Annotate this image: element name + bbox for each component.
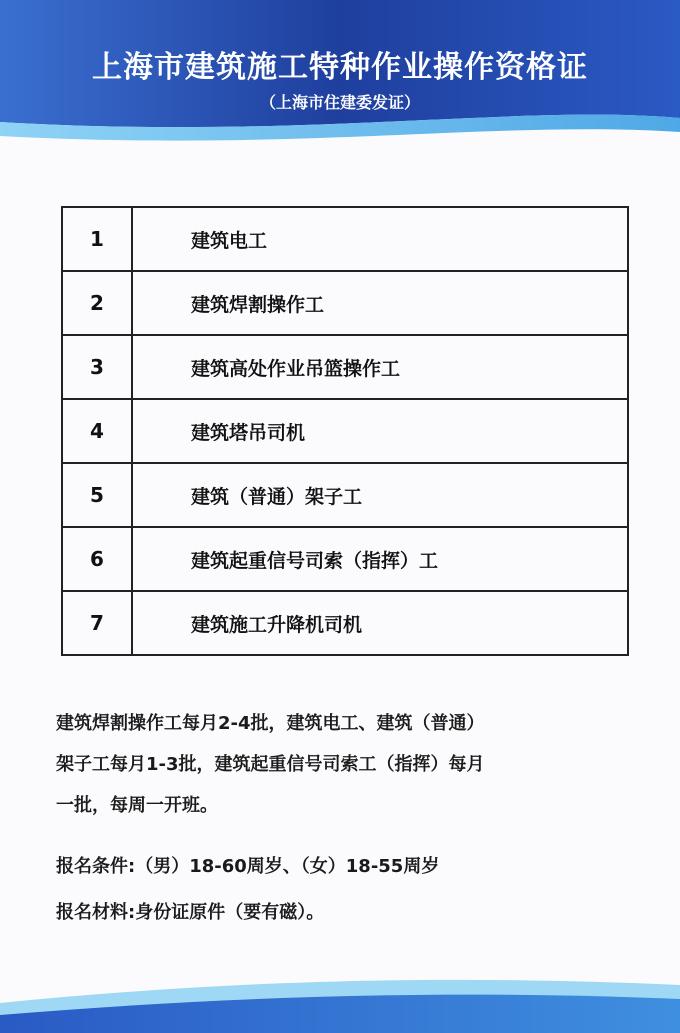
schedule-line: 架子工每月1-3批，建筑起重信号司索工（指挥）每月 [56,754,485,775]
table-row [63,592,627,654]
row-name: 建筑（普通）架子工 [191,485,363,508]
header-banner [0,0,680,150]
footer-wave [0,963,680,1033]
row-number: 1 [63,208,133,270]
job-type-table [61,206,629,656]
page-subtitle: （上海市住建委发证） [259,93,420,112]
row-name: 建筑高处作业吊篮操作工 [191,357,401,380]
table-row [63,272,627,336]
table-row [63,528,627,592]
schedule-line: 一批，每周一开班。 [56,795,218,816]
registration-materials: 报名材料:身份证原件（要有磁）。 [56,902,325,923]
schedule-line: 建筑焊割操作工每月2-4批，建筑电工、建筑（普通） [56,713,485,734]
row-name: 建筑施工升降机司机 [191,613,363,636]
row-name: 建筑塔吊司机 [191,421,306,444]
row-number: 5 [63,464,133,526]
row-number: 3 [63,336,133,398]
registration-conditions: 报名条件:（男）18-60周岁、（女）18-55周岁 [56,856,440,877]
row-number: 7 [63,592,133,654]
table-row [63,464,627,528]
schedule-paragraph [56,703,646,826]
row-number: 6 [63,528,133,590]
row-name: 建筑电工 [191,229,268,252]
row-number: 4 [63,400,133,462]
row-number: 2 [63,272,133,334]
row-name: 建筑起重信号司索（指挥）工 [191,549,439,572]
row-name: 建筑焊割操作工 [191,293,325,316]
table-row [63,400,627,464]
table-row [63,208,627,272]
table-row [63,336,627,400]
page-title: 上海市建筑施工特种作业操作资格证 [92,50,588,85]
